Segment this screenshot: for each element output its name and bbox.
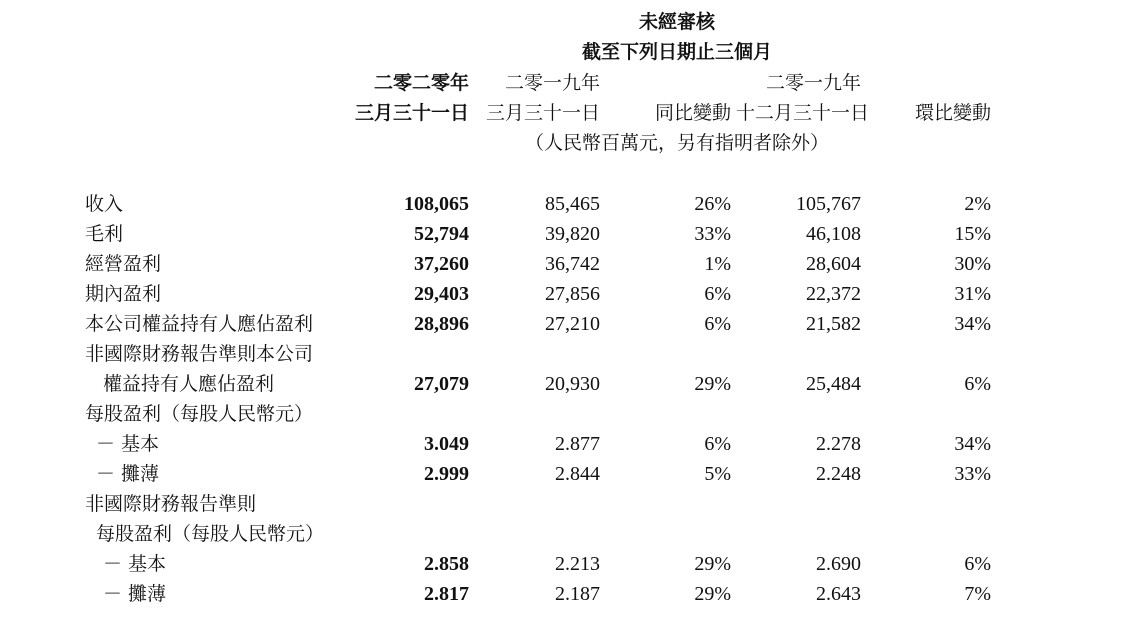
row-value-qoq: 34% bbox=[954, 313, 991, 335]
row-label: 經營盈利 bbox=[85, 253, 162, 275]
table-row-eps-diluted bbox=[0, 459, 1126, 489]
col4-year-header: 二零一九年 bbox=[765, 72, 861, 94]
row-value-qoq: 6% bbox=[964, 373, 991, 395]
row-value-2020q1: 108,065 bbox=[404, 193, 469, 215]
table-row-nonifrs-eps-subheading bbox=[0, 519, 1126, 549]
row-value-2020q1: 52,794 bbox=[414, 223, 469, 245]
table-row-profit-attributable bbox=[0, 309, 1126, 339]
col3-header: 同比變動 bbox=[654, 102, 731, 124]
row-value-yoy: 29% bbox=[694, 373, 731, 395]
table-row-eps-basic bbox=[0, 429, 1126, 459]
row-value-2019q4: 2.690 bbox=[816, 553, 861, 575]
table-row-operating-profit bbox=[0, 249, 1126, 279]
row-value-2019q1: 20,930 bbox=[545, 373, 600, 395]
row-label: 期內盈利 bbox=[85, 283, 162, 305]
row-value-2019q4: 2.248 bbox=[816, 463, 861, 485]
row-value-2019q4: 2.278 bbox=[816, 433, 861, 455]
header-title-unaudited: 未經審核 bbox=[638, 11, 716, 33]
row-value-2020q1: 28,896 bbox=[414, 313, 469, 335]
row-value-2019q1: 2.877 bbox=[555, 433, 600, 455]
row-value-2020q1: 2.858 bbox=[424, 553, 469, 575]
row-value-2019q1: 36,742 bbox=[545, 253, 600, 275]
row-value-yoy: 1% bbox=[704, 253, 731, 275]
col4-date-header: 十二月三十一日 bbox=[735, 102, 869, 124]
row-value-qoq: 2% bbox=[964, 193, 991, 215]
row-value-2019q4: 28,604 bbox=[806, 253, 861, 275]
col2-year-header: 二零一九年 bbox=[504, 72, 600, 94]
table-row-nonifrs-heading bbox=[0, 339, 1126, 369]
table-row-nonifrs-eps-heading bbox=[0, 489, 1126, 519]
row-label: 每股盈利（每股人民幣元） bbox=[85, 403, 314, 425]
table-row-nonifrs-eps-basic bbox=[0, 549, 1126, 579]
row-value-qoq: 34% bbox=[954, 433, 991, 455]
row-value-2019q1: 2.187 bbox=[555, 583, 600, 605]
row-value-qoq: 31% bbox=[954, 283, 991, 305]
row-value-2019q4: 46,108 bbox=[806, 223, 861, 245]
row-value-qoq: 33% bbox=[954, 463, 991, 485]
row-value-2020q1: 3.049 bbox=[424, 433, 469, 455]
row-label: 權益持有人應佔盈利 bbox=[103, 373, 275, 395]
row-value-2019q4: 105,767 bbox=[796, 193, 861, 215]
col2-date-header: 三月三十一日 bbox=[485, 102, 600, 124]
row-value-qoq: 15% bbox=[954, 223, 991, 245]
table-row-period-profit bbox=[0, 279, 1126, 309]
row-label: 非國際財務報告準則本公司 bbox=[85, 343, 314, 365]
row-value-yoy: 6% bbox=[704, 283, 731, 305]
row-label: － 基本 bbox=[103, 553, 167, 575]
col1-year-header: 二零二零年 bbox=[373, 72, 469, 94]
row-value-yoy: 6% bbox=[704, 313, 731, 335]
row-label: － 基本 bbox=[96, 433, 160, 455]
row-value-2020q1: 29,403 bbox=[414, 283, 469, 305]
table-row-nonifrs-profit-attributable bbox=[0, 369, 1126, 399]
row-label: 本公司權益持有人應佔盈利 bbox=[85, 313, 314, 335]
row-value-2019q1: 2.213 bbox=[555, 553, 600, 575]
col5-header: 環比變動 bbox=[914, 102, 991, 124]
row-value-2019q1: 85,465 bbox=[545, 193, 600, 215]
row-value-qoq: 7% bbox=[964, 583, 991, 605]
row-label: 每股盈利（每股人民幣元） bbox=[96, 523, 325, 545]
table-row-gross-profit bbox=[0, 219, 1126, 249]
row-value-2019q1: 27,210 bbox=[545, 313, 600, 335]
row-value-2020q1: 2.817 bbox=[424, 583, 469, 605]
row-value-yoy: 6% bbox=[704, 433, 731, 455]
row-value-2019q4: 2.643 bbox=[816, 583, 861, 605]
row-value-2020q1: 37,260 bbox=[414, 253, 469, 275]
row-value-2020q1: 2.999 bbox=[424, 463, 469, 485]
row-value-yoy: 5% bbox=[704, 463, 731, 485]
row-value-2019q4: 25,484 bbox=[806, 373, 861, 395]
row-value-qoq: 6% bbox=[964, 553, 991, 575]
row-label: 收入 bbox=[85, 193, 124, 215]
row-value-2019q4: 21,582 bbox=[806, 313, 861, 335]
row-value-2019q1: 2.844 bbox=[555, 463, 600, 485]
row-label: 毛利 bbox=[85, 223, 124, 245]
header-title-period: 截至下列日期止三個月 bbox=[581, 41, 773, 63]
unit-note: （人民幣百萬元，另有指明者除外） bbox=[524, 132, 830, 154]
row-value-yoy: 33% bbox=[694, 223, 731, 245]
row-label: － 攤薄 bbox=[103, 583, 167, 605]
row-value-qoq: 30% bbox=[954, 253, 991, 275]
col1-date-header: 三月三十一日 bbox=[354, 102, 469, 124]
row-label: 非國際財務報告準則 bbox=[85, 493, 257, 515]
row-value-2019q4: 22,372 bbox=[806, 283, 861, 305]
row-label: － 攤薄 bbox=[96, 463, 160, 485]
row-value-2019q1: 27,856 bbox=[545, 283, 600, 305]
row-value-2019q1: 39,820 bbox=[545, 223, 600, 245]
row-value-yoy: 29% bbox=[694, 583, 731, 605]
table-row-eps-heading bbox=[0, 399, 1126, 429]
table-row-revenue bbox=[0, 189, 1126, 219]
row-value-2020q1: 27,079 bbox=[414, 373, 469, 395]
row-value-yoy: 26% bbox=[694, 193, 731, 215]
table-row-nonifrs-eps-diluted bbox=[0, 579, 1126, 609]
row-value-yoy: 29% bbox=[694, 553, 731, 575]
